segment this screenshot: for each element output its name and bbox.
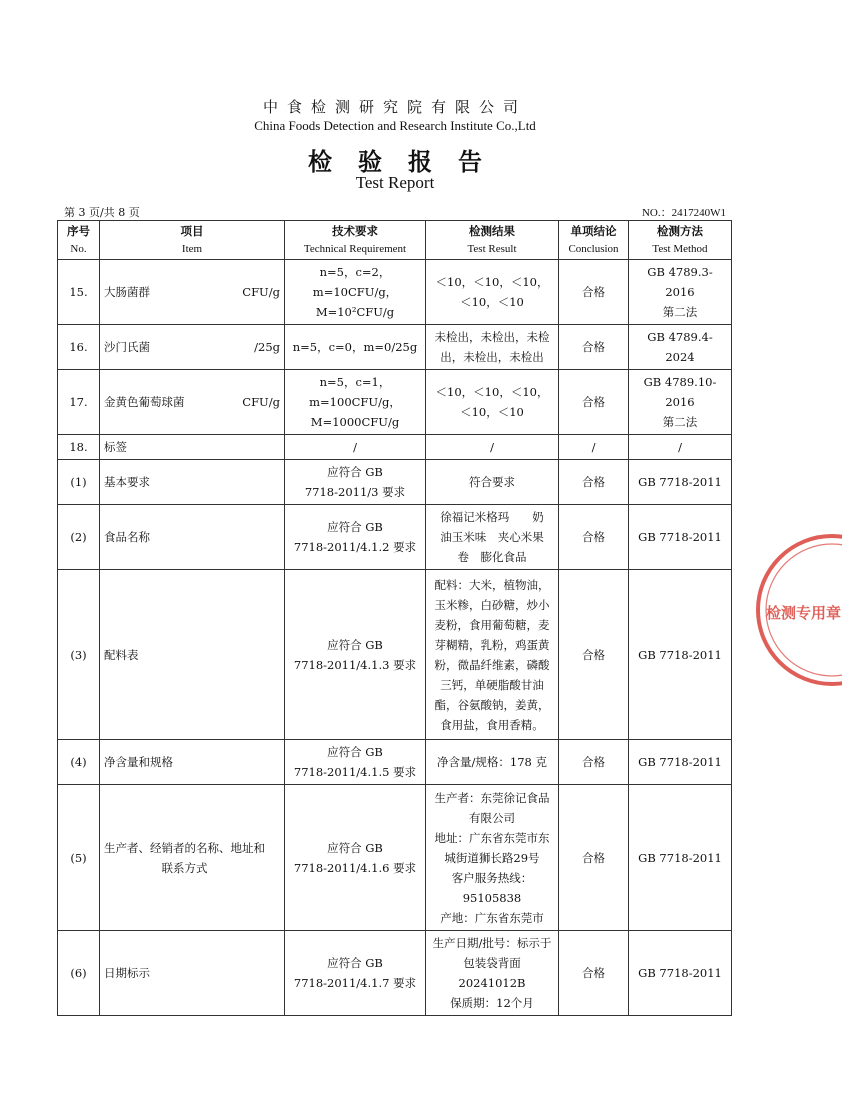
cell-item <box>100 325 285 370</box>
table-header-row <box>58 221 732 260</box>
org-name-en: China Foods Detection and Research Institute Co.,Ltd <box>254 118 536 133</box>
cell-requirement: n=5，c=0，m=0/25g <box>285 325 426 370</box>
table-row <box>58 460 732 505</box>
item-name: 配料表 <box>104 647 139 662</box>
cell-requirement: 应符合 GB 7718-2011/3 要求 <box>285 460 426 505</box>
cell-no: 16. <box>58 325 100 370</box>
cell-method: GB 4789.3-2016 第二法 <box>629 260 732 325</box>
cell-no: (1) <box>58 460 100 505</box>
cell-item <box>100 460 285 505</box>
cell-conclusion: 合格 <box>559 785 629 931</box>
cell-conclusion: 合格 <box>559 370 629 435</box>
table-row <box>58 435 732 460</box>
item-unit: CFU/g <box>242 285 280 299</box>
cell-item <box>100 260 285 325</box>
cell-method: GB 4789.10-2016 第二法 <box>629 370 732 435</box>
cell-item <box>100 505 285 570</box>
item-name: 食品名称 <box>104 530 150 544</box>
cell-method: GB 7718-2011 <box>629 740 732 785</box>
cell-result: 生产者：东莞徐记食品 有限公司 地址：广东省东莞市东 城街道狮长路29号 客户服务热线： 95105838 产地：广东省东莞市 <box>426 785 559 931</box>
cell-method: GB 7718-2011 <box>629 931 732 1016</box>
item-name: 沙门氏菌 <box>104 340 150 354</box>
col-header-item: 项目 Item <box>100 221 285 260</box>
cell-no: 15. <box>58 260 100 325</box>
cell-method: GB 4789.4-2024 <box>629 325 732 370</box>
page-number: 第 3 页/共 8 页 <box>64 206 140 219</box>
cell-no: 17. <box>58 370 100 435</box>
cell-requirement: 应符合 GB 7718-2011/4.1.7 要求 <box>285 931 426 1016</box>
item-unit: CFU/g <box>242 395 280 409</box>
cell-item <box>100 435 285 460</box>
cell-result: 配料：大米，植物油， 玉米糁，白砂糖，炒小 麦粉，食用葡萄糖，麦 芽糊精，乳粉，鸡蛋黄 粉，微晶纤维素，磷酸 三钙，单硬脂酸甘油 酯，谷氨酸钠，姜黄， 食用盐，食用香精。 <box>426 570 559 740</box>
cell-item <box>100 740 285 785</box>
cell-requirement: n=5，c=1， m=100CFU/g， M=1000CFU/g <box>285 370 426 435</box>
report-title-cn: 检验报告 <box>308 147 508 176</box>
cell-requirement: 应符合 GB 7718-2011/4.1.3 要求 <box>285 570 426 740</box>
cell-result: / <box>426 435 559 460</box>
official-seal-stamp <box>752 520 842 700</box>
cell-requirement: 应符合 GB 7718-2011/4.1.5 要求 <box>285 740 426 785</box>
cell-item <box>100 931 285 1016</box>
cell-conclusion: 合格 <box>559 260 629 325</box>
table-row <box>58 931 732 1016</box>
col-header-result: 检测结果 Test Result <box>426 221 559 260</box>
cell-no: (5) <box>58 785 100 931</box>
item-name: 金黄色葡萄球菌 <box>104 395 185 409</box>
test-results-table <box>57 220 732 1016</box>
report-number: NO.：2417240W1 <box>641 207 726 219</box>
cell-requirement: 应符合 GB 7718-2011/4.1.6 要求 <box>285 785 426 931</box>
col-header-no: 序号 No. <box>58 221 100 260</box>
item-unit: /25g <box>254 340 280 354</box>
item-name: 生产者、经销者的名称、地址和 联系方式 <box>104 840 265 875</box>
cell-result: 徐福记米格玛 奶 油玉米味 夹心米果 卷 膨化食品 <box>426 505 559 570</box>
cell-conclusion: 合格 <box>559 740 629 785</box>
cell-result: ＜10，＜10，＜10， ＜10，＜10 <box>426 370 559 435</box>
cell-method: GB 7718-2011 <box>629 785 732 931</box>
item-name: 净含量和规格 <box>104 755 173 769</box>
cell-no: (3) <box>58 570 100 740</box>
table-row <box>58 325 732 370</box>
table-row <box>58 570 732 740</box>
col-header-method: 检测方法 Test Method <box>629 221 732 260</box>
report-title-en: Test Report <box>355 173 435 192</box>
item-name: 基本要求 <box>104 475 150 489</box>
cell-requirement: 应符合 GB 7718-2011/4.1.2 要求 <box>285 505 426 570</box>
table-row <box>58 505 732 570</box>
cell-requirement: n=5，c=2， m=10CFU/g， M=10²CFU/g <box>285 260 426 325</box>
item-name: 大肠菌群 <box>104 285 150 299</box>
cell-item <box>100 785 285 931</box>
col-header-requirement: 技术要求 Technical Requirement <box>285 221 426 260</box>
cell-conclusion: 合格 <box>559 570 629 740</box>
cell-conclusion: / <box>559 435 629 460</box>
cell-item <box>100 570 285 740</box>
cell-conclusion: 合格 <box>559 325 629 370</box>
cell-result: ＜10，＜10，＜10， ＜10，＜10 <box>426 260 559 325</box>
table-row <box>58 785 732 931</box>
cell-no: (4) <box>58 740 100 785</box>
cell-requirement: / <box>285 435 426 460</box>
cell-conclusion: 合格 <box>559 931 629 1016</box>
cell-result: 净含量/规格：178 克 <box>426 740 559 785</box>
table-row <box>58 370 732 435</box>
org-name-cn: 中食检测研究院有限公司 <box>262 98 527 116</box>
cell-result: 未检出，未检出，未检 出，未检出，未检出 <box>426 325 559 370</box>
cell-conclusion: 合格 <box>559 505 629 570</box>
col-header-conclusion: 单项结论 Conclusion <box>559 221 629 260</box>
cell-method: GB 7718-2011 <box>629 460 732 505</box>
table-row <box>58 260 732 325</box>
cell-method: GB 7718-2011 <box>629 505 732 570</box>
cell-no: (2) <box>58 505 100 570</box>
seal-text: 检测专用章 <box>766 604 842 622</box>
cell-conclusion: 合格 <box>559 460 629 505</box>
item-name: 日期标示 <box>104 966 150 980</box>
cell-item <box>100 370 285 435</box>
cell-method: / <box>629 435 732 460</box>
table-row <box>58 740 732 785</box>
cell-method: GB 7718-2011 <box>629 570 732 740</box>
cell-no: 18. <box>58 435 100 460</box>
cell-no: (6) <box>58 931 100 1016</box>
cell-result: 生产日期/批号：标示于 包装袋背面 20241012B 保质期：12个月 <box>426 931 559 1016</box>
item-name: 标签 <box>104 440 127 454</box>
cell-result: 符合要求 <box>426 460 559 505</box>
